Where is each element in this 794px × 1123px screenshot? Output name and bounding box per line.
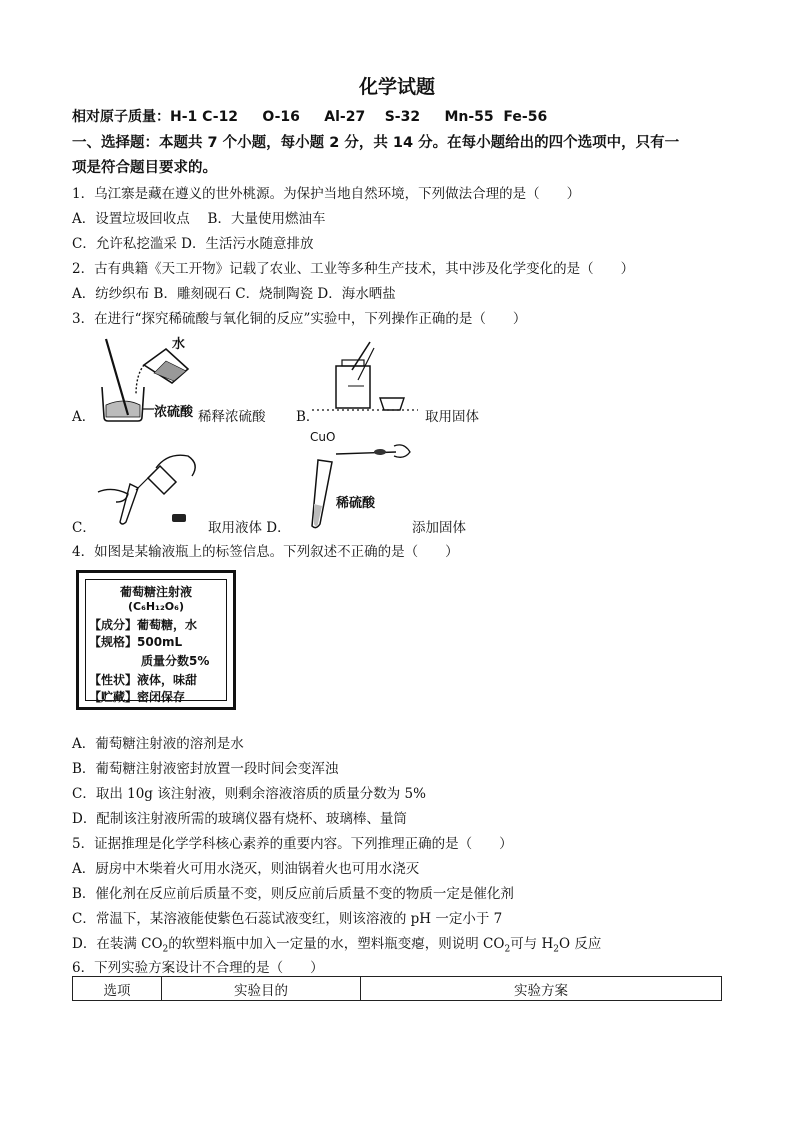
option-c-caption: 取用液体 D． xyxy=(208,520,291,536)
table-header-cell: 实验方案 xyxy=(361,977,722,1001)
label-card-composition: 【成分】葡萄糖，水 xyxy=(89,618,198,632)
section-heading: 一、选择题：本题共 7 个小题，每小题 2 分，共 14 分。在每小题给出的四个选项中，只有一 xyxy=(72,135,680,151)
atomic-mass-item: Al-27 xyxy=(324,109,366,125)
question-2-options: A．纺纱织布 B．雕刻砚石 C．烧制陶瓷 D．海水晒盐 xyxy=(72,286,396,302)
option-b-caption: 取用固体 xyxy=(425,409,479,425)
atomic-mass-item: Mn-55 xyxy=(444,109,494,125)
option-d-text: O 反应 xyxy=(559,936,602,952)
option-d-caption: 添加固体 xyxy=(412,520,466,536)
question-4-option-b: B．葡萄糖注射液密封放置一段时间会变浑浊 xyxy=(72,761,339,777)
label-card-name: 葡萄糖注射液 xyxy=(119,585,192,599)
option-d-text: 可与 H xyxy=(510,936,554,952)
atomic-mass-item: Fe-56 xyxy=(503,109,548,125)
atomic-mass-label: 相对原子质量： xyxy=(72,109,170,125)
question-4-option-d: D．配制该注射液所需的玻璃仪器有烧杯、玻璃棒、量筒 xyxy=(72,811,407,827)
option-d-text: 的软塑料瓶中加入一定量的水，塑料瓶变瘪，则说明 CO xyxy=(168,936,505,952)
question-5-option-d xyxy=(72,932,601,955)
subscript: 2 xyxy=(504,944,511,955)
option-b-letter: B． xyxy=(296,409,320,425)
label-card-mass-fraction: 质量分数5% xyxy=(141,654,210,668)
option-d-text: D．在装满 CO xyxy=(72,936,163,952)
option-a-caption: 稀释浓硫酸 xyxy=(198,409,266,425)
figure-dilute-acid xyxy=(96,335,206,425)
atomic-mass-item: C-12 xyxy=(202,109,239,125)
label-card-formula: (C₆H₁₂O₆) xyxy=(128,600,184,613)
question-4-option-a: A．葡萄糖注射液的溶剂是水 xyxy=(72,736,244,752)
atomic-mass-item: H-1 xyxy=(170,109,198,125)
table-header-cell: 选项 xyxy=(73,977,162,1001)
question-1-options-ab: A．设置垃圾回收点 B．大量使用燃油车 xyxy=(72,211,326,227)
label-water: 水 xyxy=(172,337,186,352)
label-card-storage: 【贮藏】密闭保存 xyxy=(89,690,186,704)
question-2-stem: 2．古有典籍《天工开物》记载了农业、工业等多种生产技术，其中涉及化学变化的是（ ） xyxy=(72,261,635,277)
question-6-stem: 6．下列实验方案设计不合理的是（ ） xyxy=(72,960,324,976)
question-5-option-c: C．常温下，某溶液能使紫色石蕊试液变红，则该溶液的 pH 一定小于 7 xyxy=(72,911,503,927)
question-3-stem: 3．在进行“探究稀硫酸与氧化铜的反应”实验中，下列操作正确的是（ ） xyxy=(72,311,527,327)
section-heading-cont: 项是符合题目要求的。 xyxy=(72,160,217,176)
table-header-row xyxy=(73,977,722,1001)
subscript: 2 xyxy=(162,944,169,955)
label-card-property: 【性状】液体，味甜 xyxy=(89,673,198,687)
label-concentrated-acid: 浓硫酸 xyxy=(154,405,194,420)
question-5-option-a: A．厨房中木柴着火可用水浇灭，则油锅着火也可用水浇灭 xyxy=(72,861,420,877)
question-5-option-b: B．催化剂在反应前后质量不变，则反应前后质量不变的物质一定是催化剂 xyxy=(72,886,514,902)
question-6-table xyxy=(72,976,722,1001)
table-header-cell: 实验目的 xyxy=(162,977,361,1001)
label-card-spec: 【规格】500mL xyxy=(89,635,183,649)
question-1-options-cd: C．允许私挖滥采 D．生活污水随意排放 xyxy=(72,236,314,252)
page-title: 化学试题 xyxy=(358,76,435,98)
figure-take-solid xyxy=(312,340,422,415)
label-cuo: CuO xyxy=(310,430,336,444)
option-c-letter: C． xyxy=(72,520,96,536)
figure-add-solid xyxy=(296,432,416,532)
atomic-mass-item: S-32 xyxy=(384,109,421,125)
figure-take-liquid xyxy=(96,440,206,530)
option-a-letter: A． xyxy=(72,409,96,425)
infusion-label-card xyxy=(76,570,236,710)
question-1-stem: 1．乌江寨是藏在遵义的世外桃源。为保护当地自然环境，下列做法合理的是（ ） xyxy=(72,186,581,202)
question-5-stem: 5．证据推理是化学学科核心素养的重要内容。下列推理正确的是（ ） xyxy=(72,836,513,852)
atomic-mass-item: O-16 xyxy=(262,109,300,125)
question-4-stem: 4．如图是某输液瓶上的标签信息。下列叙述不正确的是（ ） xyxy=(72,544,459,560)
question-4-option-c: C．取出 10g 该注射液，则剩余溶液溶质的质量分数为 5% xyxy=(72,786,426,802)
atomic-mass-line xyxy=(72,106,547,126)
label-dilute-acid: 稀硫酸 xyxy=(336,496,376,511)
subscript: 2 xyxy=(553,944,559,955)
